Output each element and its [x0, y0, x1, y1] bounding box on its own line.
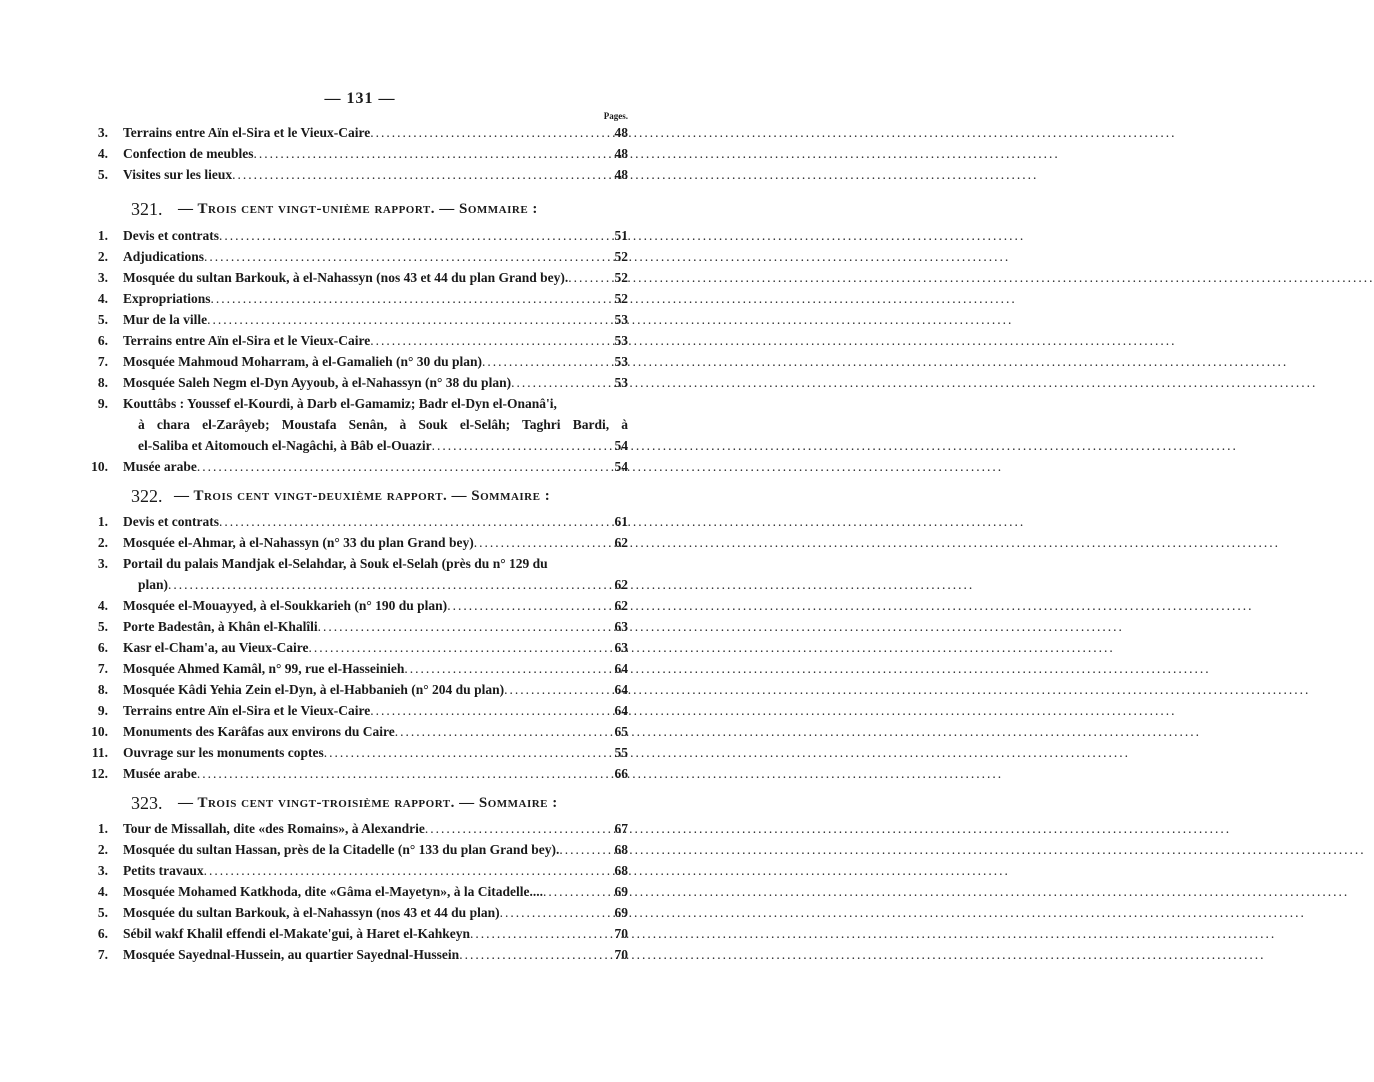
list-item — [0, 373, 720, 393]
item-page: 48 — [614, 167, 628, 182]
item-text: Kouttâbs : Youssef el-Kourdi, à Darb el-Gamamiz; Badr el-Dyn el-Onanâ'i, — [123, 396, 557, 411]
item-page: 69 — [614, 884, 628, 899]
item-page: 61 — [614, 514, 628, 529]
item-number: 2. — [97, 249, 108, 264]
item-number: 8. — [97, 375, 108, 390]
item-text: Mosquée Sayednal-Hussein, au quartier Sayednal-Hussein — [123, 947, 460, 962]
list-item — [0, 533, 720, 553]
section-number: 322. — [131, 486, 163, 506]
item-number: 2. — [97, 842, 108, 857]
item-page: 62 — [614, 598, 628, 613]
item-number: 1. — [97, 228, 108, 243]
item-text: Musée arabe — [123, 459, 197, 474]
item-number: 7. — [97, 354, 108, 369]
list-item — [0, 123, 720, 143]
list-item — [0, 310, 720, 330]
item-number: 4. — [97, 146, 108, 161]
list-item — [0, 144, 720, 164]
item-number: 6. — [97, 926, 108, 941]
item-text: Mosquée Mohamed Katkhoda, dite «Gâma el-Mayetyn», à la Citadelle.... — [123, 884, 543, 899]
item-page: 54 — [614, 459, 628, 474]
section-number: 323. — [131, 793, 163, 813]
item-number: 4. — [97, 598, 108, 613]
list-item — [0, 165, 720, 185]
item-text: Portail du palais Mandjak el-Selahdar, à Souk el-Selah (près du n° 129 du — [123, 556, 548, 571]
item-text: Ouvrage sur les monuments coptes — [123, 745, 324, 760]
item-text: Mosquée du sultan Barkouk, à el-Nahassyn (nos 43 et 44 du plan) — [123, 905, 500, 920]
list-item — [0, 882, 720, 902]
list-item — [0, 701, 720, 721]
item-page: 64 — [614, 661, 628, 676]
item-number: 5. — [97, 312, 108, 327]
list-item — [0, 226, 720, 246]
section-number: 321. — [131, 199, 163, 219]
item-page: 67 — [614, 821, 628, 836]
list-item — [0, 945, 720, 965]
item-page: 48 — [614, 125, 628, 140]
item-text-continuation: à chara el-Zarâyeb; Moustafa Senân, à Souk el-Selâh; Taghri Bardi, à — [138, 417, 628, 432]
item-page: 55 — [614, 745, 628, 760]
list-item — [0, 247, 720, 267]
item-number: 5. — [97, 167, 108, 182]
section-heading-323 — [0, 791, 720, 815]
list-item — [0, 394, 720, 414]
item-number: 5. — [97, 905, 108, 920]
item-number: 6. — [97, 640, 108, 655]
item-number: 5. — [97, 619, 108, 634]
item-page: 53 — [614, 333, 628, 348]
list-item — [0, 331, 720, 351]
item-text: Mosquée du sultan Hassan, près de la Citadelle (n° 133 du plan Grand bey). — [123, 842, 560, 857]
item-number: 12. — [91, 766, 108, 781]
item-text: Mosquée du sultan Barkouk, à el-Nahassyn (nos 43 et 44 du plan Grand bey). — [123, 270, 569, 285]
item-page: 53 — [614, 312, 628, 327]
item-number: 4. — [97, 291, 108, 306]
item-text-continuation: el-Saliba et Aitomouch el-Nagâchi, à Bâb el-Ouazir — [138, 438, 432, 453]
item-number: 1. — [97, 821, 108, 836]
list-item — [0, 268, 720, 288]
section-heading-321 — [0, 197, 720, 221]
item-text-continuation: plan) — [138, 577, 169, 592]
list-item — [0, 764, 720, 784]
item-page: 62 — [614, 577, 628, 592]
item-page: 69 — [614, 905, 628, 920]
list-item — [0, 352, 720, 372]
item-page: 51 — [614, 228, 628, 243]
item-text: Devis et contrats — [123, 514, 219, 529]
item-text: Petits travaux — [123, 863, 204, 878]
item-text: Devis et contrats — [123, 228, 219, 243]
item-page: 54 — [614, 438, 628, 453]
item-text: Mosquée Ahmed Kamâl, n° 99, rue el-Hasseinieh — [123, 661, 405, 676]
item-text: Sébil wakf Khalil effendi el-Makate'gui, à Haret el-Kahkeyn — [123, 926, 470, 941]
item-page: 52 — [614, 270, 628, 285]
item-page: 52 — [614, 291, 628, 306]
item-page: 53 — [614, 354, 628, 369]
item-number: 8. — [97, 682, 108, 697]
list-item — [0, 659, 720, 679]
section-title: — Trois cent vingt-unième rapport. — Sommaire : — [178, 201, 538, 217]
page-number: — 131 — — [324, 90, 396, 107]
item-text: Adjudications — [123, 249, 205, 264]
list-item — [0, 596, 720, 616]
item-text: Musée arabe — [123, 766, 197, 781]
item-number: 3. — [97, 556, 108, 571]
list-item — [0, 903, 720, 923]
item-page: 63 — [614, 640, 628, 655]
item-number: 6. — [97, 333, 108, 348]
item-text: Mosquée Kâdi Yehia Zein el-Dyn, à el-Habbanieh (n° 204 du plan) — [123, 682, 505, 697]
list-item — [0, 289, 720, 309]
list-item — [0, 680, 720, 700]
list-item — [0, 722, 720, 742]
item-number: 9. — [97, 703, 108, 718]
item-page: 68 — [614, 842, 628, 857]
item-text: Porte Badestân, à Khân el-Khalîli — [123, 619, 318, 634]
list-item — [0, 638, 720, 658]
section-title: — Trois cent vingt-deuxième rapport. — Sommaire : — [174, 488, 551, 504]
list-item-continuation — [0, 415, 720, 435]
list-item — [0, 554, 720, 574]
item-page: 64 — [614, 703, 628, 718]
item-text: Mosquée Mahmoud Moharram, à el-Gamalieh (n° 30 du plan) — [123, 354, 483, 369]
item-number: 3. — [97, 863, 108, 878]
item-number: 3. — [97, 270, 108, 285]
item-number: 4. — [97, 884, 108, 899]
item-number: 10. — [91, 724, 108, 739]
item-page: 70 — [614, 926, 628, 941]
item-text: Mosquée el-Ahmar, à el-Nahassyn (n° 33 du plan Grand bey) — [123, 535, 474, 550]
item-page: 66 — [614, 766, 628, 781]
list-item — [0, 924, 720, 944]
item-page: 48 — [614, 146, 628, 161]
list-item — [0, 512, 720, 532]
section-heading-322 — [0, 484, 720, 508]
list-item-continuation — [0, 575, 720, 595]
item-page: 53 — [614, 375, 628, 390]
item-number: 10. — [91, 459, 108, 474]
item-text: Terrains entre Aïn el-Sira et le Vieux-Caire — [123, 703, 371, 718]
item-number: 7. — [97, 947, 108, 962]
item-text: Kasr el-Cham'a, au Vieux-Caire — [123, 640, 309, 655]
list-item — [0, 819, 720, 839]
item-number: 9. — [97, 396, 108, 411]
item-text: Mur de la ville — [123, 312, 208, 327]
item-number: 7. — [97, 661, 108, 676]
section-title: — Trois cent vingt-troisième rapport. — Sommaire : — [178, 795, 558, 811]
pages-column-label: Pages. — [603, 111, 628, 121]
item-page: 52 — [614, 249, 628, 264]
list-item — [0, 861, 720, 881]
item-text: Expropriations — [123, 291, 211, 306]
list-item — [0, 617, 720, 637]
item-number: 2. — [97, 535, 108, 550]
list-item-continuation — [0, 436, 720, 456]
list-item — [0, 840, 720, 860]
list-item — [0, 743, 720, 763]
item-number: 1. — [97, 514, 108, 529]
item-text: Confection de meubles — [123, 146, 254, 161]
item-number: 11. — [91, 745, 108, 760]
list-item — [0, 457, 720, 477]
item-text: Mosquée el-Mouayyed, à el-Soukkarieh (n° 190 du plan) — [123, 598, 448, 613]
item-text: Visites sur les lieux — [123, 167, 233, 182]
item-text: Monuments des Karâfas aux environs du Caire — [123, 724, 395, 739]
item-text: Terrains entre Aïn el-Sira et le Vieux-Caire — [123, 125, 371, 140]
item-page: 70 — [614, 947, 628, 962]
item-text: Terrains entre Aïn el-Sira et le Vieux-Caire — [123, 333, 371, 348]
item-page: 62 — [614, 535, 628, 550]
item-number: 3. — [97, 125, 108, 140]
item-page: 65 — [614, 724, 628, 739]
item-text: Tour de Missallah, dite «des Romains», à Alexandrie — [123, 821, 425, 836]
item-page: 64 — [614, 682, 628, 697]
item-page: 63 — [614, 619, 628, 634]
item-page: 68 — [614, 863, 628, 878]
item-text: Mosquée Saleh Negm el-Dyn Ayyoub, à el-Nahassyn (n° 38 du plan) — [123, 375, 512, 390]
